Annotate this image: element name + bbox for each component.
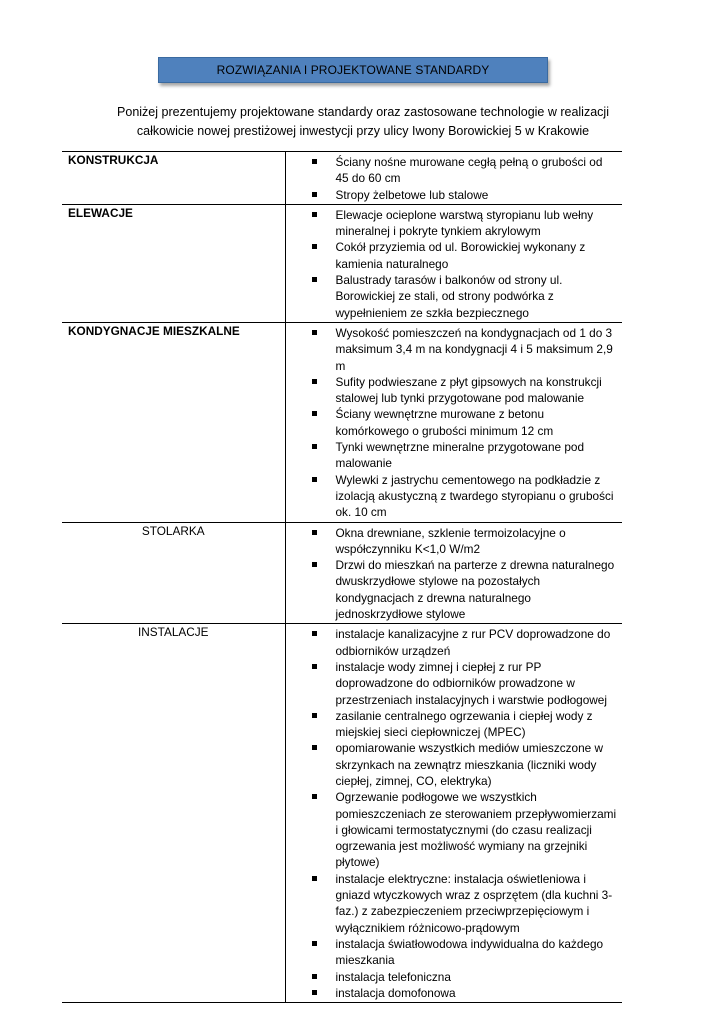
intro-line-1: Poniżej prezentujemy projektowane standardy oraz zastosowane technologie w realizacji — [117, 105, 609, 119]
list-item: Stropy żelbetowe lub stalowe — [286, 187, 619, 203]
list-item: Okna drewniane, szklenie termoizolacyjne o współczynniku K<1,0 W/m2 — [286, 525, 619, 558]
header-banner: ROZWIĄZANIA I PROJEKTOWANE STANDARDY — [158, 57, 548, 83]
intro-paragraph — [90, 103, 636, 141]
list-item: instalacja telefoniczna — [286, 969, 619, 985]
list-item: Sufity podwieszane z płyt gipsowych na konstrukcji stalowej lub tynki przygotowane pod malowanie — [286, 374, 619, 407]
list-item: instalacja domofonowa — [286, 985, 619, 1001]
section-name: STOLARKA — [62, 522, 285, 624]
list-item: Elewacje ocieplone warstwą styropianu lub wełny mineralnej i pokryte tynkiem akrylowym — [286, 207, 619, 240]
section-row-elewacje — [62, 204, 622, 322]
section-items — [285, 322, 622, 522]
list-item: zasilanie centralnego ogrzewania i ciepłej wody z miejskiej sieci ciepłowniczej (MPEC) — [286, 708, 619, 741]
section-items — [285, 522, 622, 624]
intro-line-2: całkowicie nowej prestiżowej inwestycji przy ulicy Iwony Borowickiej 5 w Krakowie — [136, 124, 590, 138]
standards-table — [62, 151, 622, 1003]
section-items — [285, 204, 622, 322]
section-row-stolarka — [62, 522, 622, 624]
section-row-instalacje — [62, 624, 622, 1003]
section-items — [285, 624, 622, 1003]
list-item: Wysokość pomieszczeń na kondygnacjach od 1 do 3 maksimum 3,4 m na kondygnacji 4 i 5 maksimum 2,9 m — [286, 325, 619, 374]
section-row-konstrukcja — [62, 152, 622, 205]
list-item: Balustrady tarasów i balkonów od strony ul. Borowickiej ze stali, od strony podwórka z wypełnieniem ze szkła bezpiecznego — [286, 272, 619, 321]
list-item: Ściany wewnętrzne murowane z betonu komórkowego o grubości minimum 12 cm — [286, 406, 619, 439]
section-name: ELEWACJE — [62, 204, 285, 322]
list-item: opomiarowanie wszystkich mediów umieszczone w skrzynkach na zewnątrz mieszkania (liczniki wody ciepłej, zimnej, CO, elektryka) — [286, 740, 619, 789]
list-item: instalacje wody zimnej i ciepłej z rur PP doprowadzone do odbiorników prowadzone w przestrzeniach instalacyjnych i warstwie podłogowej — [286, 659, 619, 708]
list-item: Tynki wewnętrzne mineralne przygotowane pod malowanie — [286, 439, 619, 472]
list-item: instalacje kanalizacyjne z rur PCV doprowadzone do odbiorników urządzeń — [286, 626, 619, 659]
list-item: Cokół przyziemia od ul. Borowickiej wykonany z kamienia naturalnego — [286, 239, 619, 272]
list-item: instalacja światłowodowa indywidualna do każdego mieszkania — [286, 936, 619, 969]
section-name: KONDYGNACJE MIESZKALNE — [62, 322, 285, 522]
section-name: KONSTRUKCJA — [62, 152, 285, 205]
section-items — [285, 152, 622, 205]
list-item: instalacje elektryczne: instalacja oświetleniowa i gniazd wtyczkowych wraz z osprzętem (dla kuchni 3-faz.) z zabezpieczeniem przeciwprzepięciowym i wyłącznikiem różnicowo-prądowym — [286, 871, 619, 936]
section-name: INSTALACJE — [62, 624, 285, 1003]
list-item: Drzwi do mieszkań na parterze z drewna naturalnego dwuskrzydłowe stylowe na pozostałych kondygnacjach z drewna naturalnego jednoskrzydłowe stylowe — [286, 557, 619, 622]
list-item: Ściany nośne murowane cegłą pełną o grubości od 45 do 60 cm — [286, 154, 619, 187]
section-row-kondygnacje — [62, 322, 622, 522]
list-item: Ogrzewanie podłogowe we wszystkich pomieszczeniach ze sterowaniem przepływomierzami i głowicami termostatycznymi (do czasu realizacji ogrzewania jest możliwość wymiany na grzejniki płytowe) — [286, 789, 619, 870]
list-item: Wylewki z jastrychu cementowego na podkładzie z izolacją akustyczną z twardego styropianu o grubości ok. 10 cm — [286, 472, 619, 521]
